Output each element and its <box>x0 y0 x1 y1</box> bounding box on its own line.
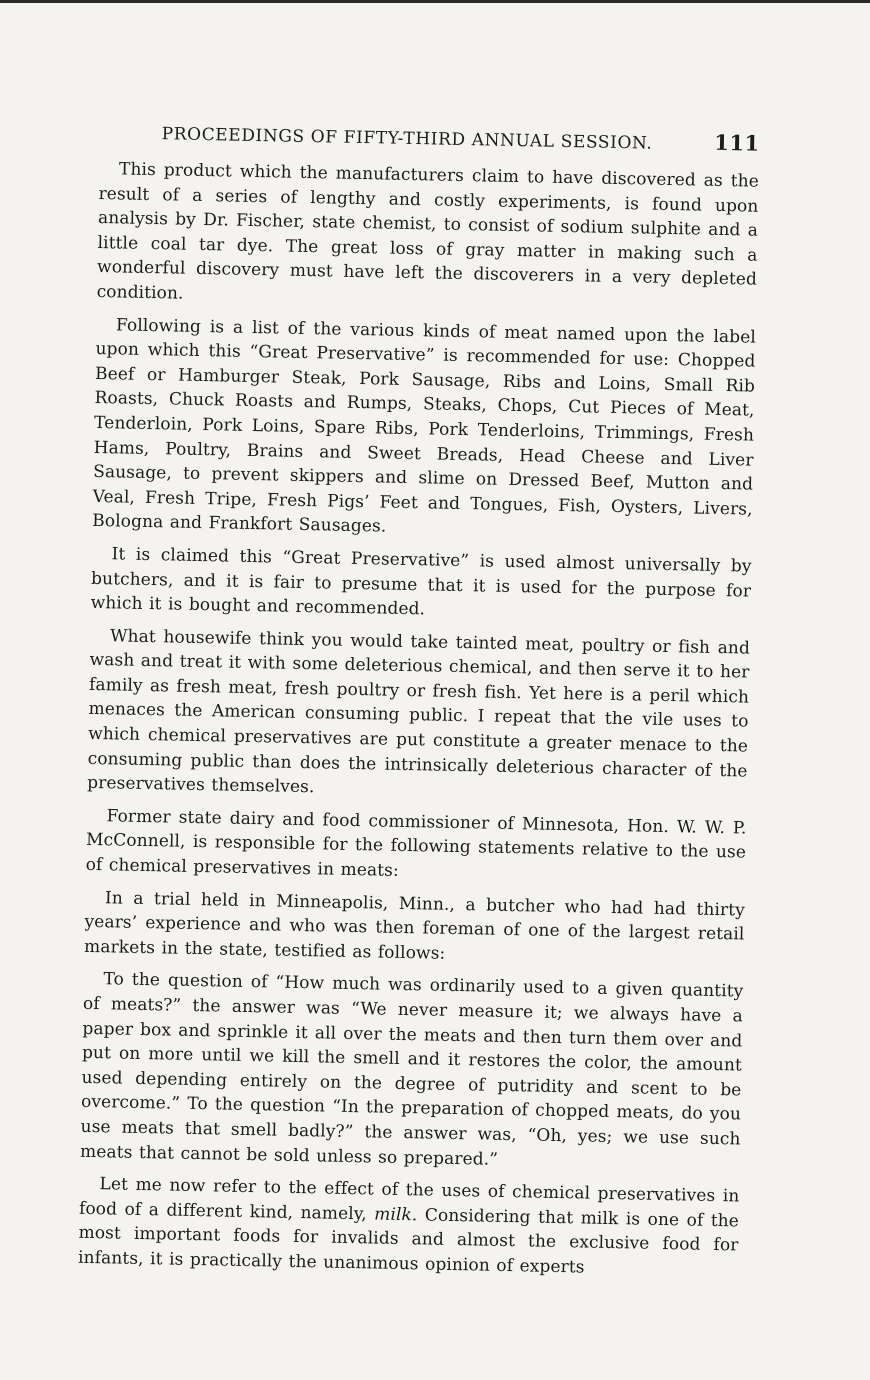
book-page <box>78 118 760 1291</box>
paragraph-8-lead: Let me now refer to the effect of the uses of chemical preservatives in food of a different kind, namely, <box>78 1174 740 1225</box>
running-head: PROCEEDINGS OF FIFTY-THIRD ANNUAL SESSION. <box>161 124 653 154</box>
paragraph-3: It is claimed this “Great Preservative” is used almost universally by butchers, and it is fair to presume that it is used for the purpose for which it is bought and recommended. <box>90 544 752 620</box>
page-header <box>162 119 760 155</box>
body-text <box>78 157 759 1283</box>
italic-milk: milk. <box>374 1204 418 1226</box>
paragraph-2: Following is a list of the various kinds of meat named upon the label upon which this “Great Preservative” is recommended for use: Chopped Beef or Hamburger Steak, Pork Sausage, Ribs and Loins, Small Rib Roasts, Chuck Roasts and Rumps, Steaks, Chops, Cut Pieces of Meat, Tenderloin, Pork Loins, Spare Ribs, Pork Tenderloins, Trimmings, Fresh Hams, Poultry, Brains and Sweet Breads, Head Cheese and Liver Sausage, to prevent skippers and slime on Dressed Beef, Mutton and Veal, Fresh Tripe, Fresh Pigs’ Feet and Tongues, Fish, Oysters, Livers, Bologna and Frankfort Sausages. <box>92 314 757 537</box>
paragraph-5: Former state dairy and food commissioner of Minnesota, Hon. W. W. P. McConnell, is responsible for the following statements relative to the use of chemical preservatives in meats: <box>85 806 747 881</box>
paragraph-7: To the question of “How much was ordinarily used to a given quantity of meats?” the answer was “We never measure it; we always have a paper box and sprinkle it all over the meats and then turn them over and put on more until we kill the smell and it restores the color, the amount used depending entirely on the degree of putridity and scent to be overcome.” To the question “In the preparation of chopped meats, do you use meats that smell badly?” the answer was, “Oh, yes; we use such meats that cannot be sold unless so prepared.” <box>79 969 744 1170</box>
paragraph-1: This product which the manufacturers claim to have discovered as the result of a series of lengthy and costly experiments, is found upon analysis by Dr. Fischer, state chemist, to consist of sodium sulphite and a little coal tar dye. The great loss of gray matter in making such a wonderful discovery must have left the discoverers in a very depleted condition. <box>96 159 760 304</box>
paragraph-8-tail: Considering that milk is one of the most important foods for invalids and almost the exclusive food for infants, it is practically the unanimous opinion of experts <box>77 1205 740 1278</box>
scan-top-edge <box>0 0 870 3</box>
paragraph-8 <box>78 1172 740 1283</box>
paragraph-6: In a trial held in Minneapolis, Minn., a butcher who had had thirty years’ experience and who was then foreman of one of the largest retail markets in the state, testified as follows: <box>83 887 746 964</box>
page-number: 111 <box>714 129 760 156</box>
paragraph-4: What housewife think you would take tainted meat, poultry or fish and wash and treat it with some deleterious chemical, and then serve it to her family as fresh meat, fresh poultry or fresh fish. Yet here is a peril which menaces the American consuming public. I repeat that the vile uses to which chemical preservatives are put constitute a greater menace to the consuming public than does the intrinsically deleterious character of the preservatives themselves. <box>87 625 751 798</box>
